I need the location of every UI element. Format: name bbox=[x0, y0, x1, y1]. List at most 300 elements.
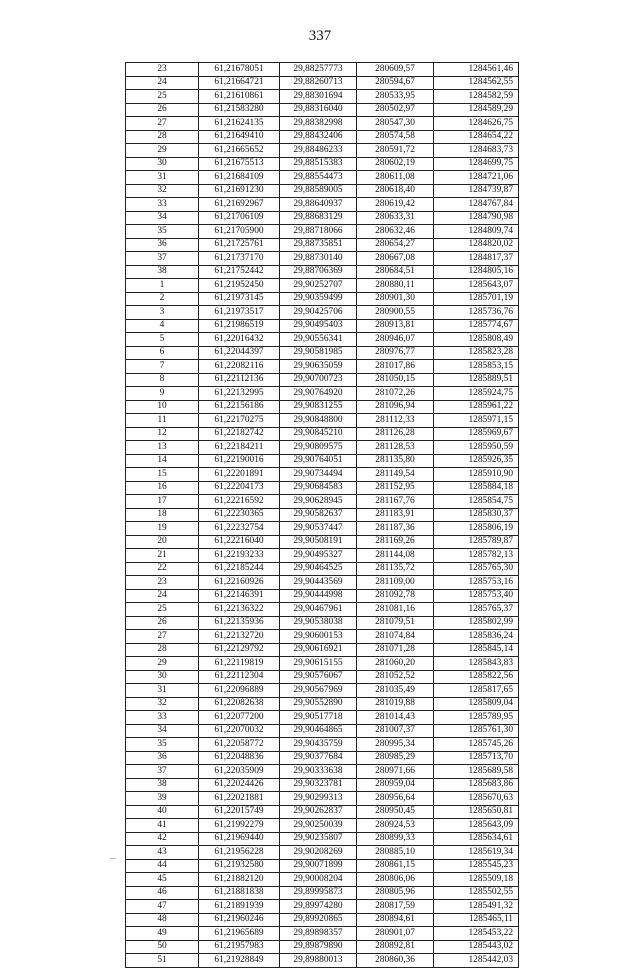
table-row bbox=[126, 265, 519, 279]
longitude-cell: 29,90845210 bbox=[280, 427, 357, 441]
x-coordinate-cell: 281149,54 bbox=[357, 468, 434, 482]
table-row bbox=[126, 522, 519, 536]
longitude-cell: 29,88554473 bbox=[280, 171, 357, 185]
longitude-cell: 29,90615155 bbox=[280, 657, 357, 671]
x-coordinate-cell: 280533,95 bbox=[357, 90, 434, 104]
latitude-cell: 61,21649410 bbox=[199, 130, 280, 144]
y-coordinate-cell: 1285545,23 bbox=[434, 859, 519, 873]
longitude-cell: 29,88257773 bbox=[280, 63, 357, 77]
table-row bbox=[126, 684, 519, 698]
y-coordinate-cell: 1284562,55 bbox=[434, 76, 519, 90]
longitude-cell: 29,88589005 bbox=[280, 184, 357, 198]
latitude-cell: 61,22082638 bbox=[199, 697, 280, 711]
table-row bbox=[126, 954, 519, 968]
x-coordinate-cell: 281071,28 bbox=[357, 643, 434, 657]
latitude-cell: 61,22230365 bbox=[199, 508, 280, 522]
latitude-cell: 61,21957983 bbox=[199, 940, 280, 954]
x-coordinate-cell: 281135,72 bbox=[357, 562, 434, 576]
latitude-cell: 61,22136322 bbox=[199, 603, 280, 617]
point-number-cell: 8 bbox=[126, 373, 199, 387]
point-number-cell: 1 bbox=[126, 279, 199, 293]
latitude-cell: 61,21692967 bbox=[199, 198, 280, 212]
longitude-cell: 29,90517718 bbox=[280, 711, 357, 725]
table-row bbox=[126, 576, 519, 590]
y-coordinate-cell: 1285643,07 bbox=[434, 279, 519, 293]
x-coordinate-cell: 280950,45 bbox=[357, 805, 434, 819]
table-row bbox=[126, 697, 519, 711]
x-coordinate-cell: 280602,19 bbox=[357, 157, 434, 171]
point-number-cell: 27 bbox=[126, 630, 199, 644]
latitude-cell: 61,22170275 bbox=[199, 414, 280, 428]
table-row bbox=[126, 792, 519, 806]
longitude-cell: 29,89974280 bbox=[280, 900, 357, 914]
longitude-cell: 29,90262837 bbox=[280, 805, 357, 819]
point-number-cell: 21 bbox=[126, 549, 199, 563]
x-coordinate-cell: 280901,07 bbox=[357, 927, 434, 941]
y-coordinate-cell: 1285843,83 bbox=[434, 657, 519, 671]
table-row bbox=[126, 495, 519, 509]
table-row bbox=[126, 76, 519, 90]
point-number-cell: 51 bbox=[126, 954, 199, 968]
table-row bbox=[126, 441, 519, 455]
y-coordinate-cell: 1284589,29 bbox=[434, 103, 519, 117]
y-coordinate-cell: 1285782,13 bbox=[434, 549, 519, 563]
y-coordinate-cell: 1285502,55 bbox=[434, 886, 519, 900]
point-number-cell: 35 bbox=[126, 738, 199, 752]
longitude-cell: 29,88683129 bbox=[280, 211, 357, 225]
x-coordinate-cell: 280633,31 bbox=[357, 211, 434, 225]
point-number-cell: 22 bbox=[126, 562, 199, 576]
point-number-cell: 25 bbox=[126, 90, 199, 104]
longitude-cell: 29,90071899 bbox=[280, 859, 357, 873]
x-coordinate-cell: 280913,81 bbox=[357, 319, 434, 333]
table-row bbox=[126, 333, 519, 347]
longitude-cell: 29,88486233 bbox=[280, 144, 357, 158]
latitude-cell: 61,22070032 bbox=[199, 724, 280, 738]
point-number-cell: 29 bbox=[126, 144, 199, 158]
latitude-cell: 61,22021881 bbox=[199, 792, 280, 806]
y-coordinate-cell: 1285884,18 bbox=[434, 481, 519, 495]
latitude-cell: 61,22160926 bbox=[199, 576, 280, 590]
latitude-cell: 61,22190016 bbox=[199, 454, 280, 468]
longitude-cell: 29,90252707 bbox=[280, 279, 357, 293]
x-coordinate-cell: 280591,72 bbox=[357, 144, 434, 158]
longitude-cell: 29,90576067 bbox=[280, 670, 357, 684]
point-number-cell: 38 bbox=[126, 265, 199, 279]
table-row bbox=[126, 360, 519, 374]
page-number: 337 bbox=[308, 28, 332, 44]
x-coordinate-cell: 281079,51 bbox=[357, 616, 434, 630]
latitude-cell: 61,22082116 bbox=[199, 360, 280, 374]
table-row bbox=[126, 211, 519, 225]
table-row bbox=[126, 427, 519, 441]
point-number-cell: 30 bbox=[126, 157, 199, 171]
point-number-cell: 2 bbox=[126, 292, 199, 306]
point-number-cell: 49 bbox=[126, 927, 199, 941]
x-coordinate-cell: 280860,36 bbox=[357, 954, 434, 968]
table-row bbox=[126, 724, 519, 738]
y-coordinate-cell: 1284739,87 bbox=[434, 184, 519, 198]
latitude-cell: 61,22201891 bbox=[199, 468, 280, 482]
table-row bbox=[126, 886, 519, 900]
x-coordinate-cell: 280594,67 bbox=[357, 76, 434, 90]
y-coordinate-cell: 1285910,90 bbox=[434, 468, 519, 482]
latitude-cell: 61,21737170 bbox=[199, 252, 280, 266]
latitude-cell: 61,21882120 bbox=[199, 873, 280, 887]
longitude-cell: 29,90464525 bbox=[280, 562, 357, 576]
y-coordinate-cell: 1284817,37 bbox=[434, 252, 519, 266]
point-number-cell: 18 bbox=[126, 508, 199, 522]
point-number-cell: 4 bbox=[126, 319, 199, 333]
point-number-cell: 33 bbox=[126, 711, 199, 725]
table-row bbox=[126, 630, 519, 644]
longitude-cell: 29,90764051 bbox=[280, 454, 357, 468]
point-number-cell: 34 bbox=[126, 211, 199, 225]
longitude-cell: 29,90635059 bbox=[280, 360, 357, 374]
table-row bbox=[126, 387, 519, 401]
longitude-cell: 29,90848800 bbox=[280, 414, 357, 428]
y-coordinate-cell: 1285808,49 bbox=[434, 333, 519, 347]
table-row bbox=[126, 130, 519, 144]
scan-mark bbox=[110, 858, 116, 859]
y-coordinate-cell: 1285823,28 bbox=[434, 346, 519, 360]
point-number-cell: 29 bbox=[126, 657, 199, 671]
table-row bbox=[126, 481, 519, 495]
y-coordinate-cell: 1284582,59 bbox=[434, 90, 519, 104]
longitude-cell: 29,88640937 bbox=[280, 198, 357, 212]
table-row bbox=[126, 252, 519, 266]
point-number-cell: 7 bbox=[126, 360, 199, 374]
longitude-cell: 29,90809575 bbox=[280, 441, 357, 455]
x-coordinate-cell: 281081,16 bbox=[357, 603, 434, 617]
y-coordinate-cell: 1285971,15 bbox=[434, 414, 519, 428]
x-coordinate-cell: 280632,46 bbox=[357, 225, 434, 239]
y-coordinate-cell: 1284654,22 bbox=[434, 130, 519, 144]
x-coordinate-cell: 280684,51 bbox=[357, 265, 434, 279]
longitude-cell: 29,90616921 bbox=[280, 643, 357, 657]
x-coordinate-cell: 280619,42 bbox=[357, 198, 434, 212]
longitude-cell: 29,89879890 bbox=[280, 940, 357, 954]
latitude-cell: 61,21684109 bbox=[199, 171, 280, 185]
table-row bbox=[126, 144, 519, 158]
latitude-cell: 61,22015749 bbox=[199, 805, 280, 819]
latitude-cell: 61,22112304 bbox=[199, 670, 280, 684]
table-row bbox=[126, 225, 519, 239]
y-coordinate-cell: 1285830,37 bbox=[434, 508, 519, 522]
y-coordinate-cell: 1284699,75 bbox=[434, 157, 519, 171]
y-coordinate-cell: 1285442,03 bbox=[434, 954, 519, 968]
y-coordinate-cell: 1285774,67 bbox=[434, 319, 519, 333]
y-coordinate-cell: 1284790,98 bbox=[434, 211, 519, 225]
table-row bbox=[126, 873, 519, 887]
longitude-cell: 29,90556341 bbox=[280, 333, 357, 347]
point-number-cell: 36 bbox=[126, 238, 199, 252]
y-coordinate-cell: 1285961,22 bbox=[434, 400, 519, 414]
y-coordinate-cell: 1284809,74 bbox=[434, 225, 519, 239]
longitude-cell: 29,90333638 bbox=[280, 765, 357, 779]
table-row bbox=[126, 738, 519, 752]
longitude-cell: 29,90359499 bbox=[280, 292, 357, 306]
point-number-cell: 31 bbox=[126, 171, 199, 185]
longitude-cell: 29,90425706 bbox=[280, 306, 357, 320]
latitude-cell: 61,22016432 bbox=[199, 333, 280, 347]
longitude-cell: 29,90495403 bbox=[280, 319, 357, 333]
latitude-cell: 61,22132720 bbox=[199, 630, 280, 644]
y-coordinate-cell: 1285853,15 bbox=[434, 360, 519, 374]
y-coordinate-cell: 1285713,70 bbox=[434, 751, 519, 765]
latitude-cell: 61,22129792 bbox=[199, 643, 280, 657]
table-row bbox=[126, 832, 519, 846]
point-number-cell: 23 bbox=[126, 576, 199, 590]
y-coordinate-cell: 1285789,87 bbox=[434, 535, 519, 549]
longitude-cell: 29,90582637 bbox=[280, 508, 357, 522]
point-number-cell: 44 bbox=[126, 859, 199, 873]
latitude-cell: 61,22096889 bbox=[199, 684, 280, 698]
y-coordinate-cell: 1285619,34 bbox=[434, 846, 519, 860]
y-coordinate-cell: 1285753,16 bbox=[434, 576, 519, 590]
x-coordinate-cell: 281169,26 bbox=[357, 535, 434, 549]
x-coordinate-cell: 280995,34 bbox=[357, 738, 434, 752]
table-row bbox=[126, 913, 519, 927]
table-row bbox=[126, 562, 519, 576]
longitude-cell: 29,88316040 bbox=[280, 103, 357, 117]
point-number-cell: 37 bbox=[126, 252, 199, 266]
longitude-cell: 29,90299313 bbox=[280, 792, 357, 806]
latitude-cell: 61,21928849 bbox=[199, 954, 280, 968]
longitude-cell: 29,89920865 bbox=[280, 913, 357, 927]
latitude-cell: 61,21583280 bbox=[199, 103, 280, 117]
table-row bbox=[126, 198, 519, 212]
table-row bbox=[126, 657, 519, 671]
y-coordinate-cell: 1285924,75 bbox=[434, 387, 519, 401]
x-coordinate-cell: 281019,88 bbox=[357, 697, 434, 711]
y-coordinate-cell: 1284820,02 bbox=[434, 238, 519, 252]
y-coordinate-cell: 1285802,99 bbox=[434, 616, 519, 630]
table-row bbox=[126, 63, 519, 77]
longitude-cell: 29,90250039 bbox=[280, 819, 357, 833]
table-row bbox=[126, 711, 519, 725]
point-number-cell: 28 bbox=[126, 130, 199, 144]
longitude-cell: 29,90684583 bbox=[280, 481, 357, 495]
longitude-cell: 29,90600153 bbox=[280, 630, 357, 644]
y-coordinate-cell: 1285701,19 bbox=[434, 292, 519, 306]
x-coordinate-cell: 280502,97 bbox=[357, 103, 434, 117]
latitude-cell: 61,21891939 bbox=[199, 900, 280, 914]
longitude-cell: 29,88432406 bbox=[280, 130, 357, 144]
point-number-cell: 3 bbox=[126, 306, 199, 320]
x-coordinate-cell: 280976,77 bbox=[357, 346, 434, 360]
x-coordinate-cell: 281060,20 bbox=[357, 657, 434, 671]
y-coordinate-cell: 1285822,56 bbox=[434, 670, 519, 684]
latitude-cell: 61,21664721 bbox=[199, 76, 280, 90]
latitude-cell: 61,22077200 bbox=[199, 711, 280, 725]
latitude-cell: 61,22193233 bbox=[199, 549, 280, 563]
latitude-cell: 61,22232754 bbox=[199, 522, 280, 536]
y-coordinate-cell: 1285926,35 bbox=[434, 454, 519, 468]
longitude-cell: 29,88515383 bbox=[280, 157, 357, 171]
point-number-cell: 46 bbox=[126, 886, 199, 900]
latitude-cell: 61,21725761 bbox=[199, 238, 280, 252]
latitude-cell: 61,21675513 bbox=[199, 157, 280, 171]
y-coordinate-cell: 1285650,81 bbox=[434, 805, 519, 819]
latitude-cell: 61,21973145 bbox=[199, 292, 280, 306]
latitude-cell: 61,22048836 bbox=[199, 751, 280, 765]
x-coordinate-cell: 280885,10 bbox=[357, 846, 434, 860]
table-row bbox=[126, 238, 519, 252]
point-number-cell: 16 bbox=[126, 481, 199, 495]
point-number-cell: 32 bbox=[126, 184, 199, 198]
x-coordinate-cell: 280654,27 bbox=[357, 238, 434, 252]
x-coordinate-cell: 280611,08 bbox=[357, 171, 434, 185]
table-row bbox=[126, 279, 519, 293]
longitude-cell: 29,90552890 bbox=[280, 697, 357, 711]
x-coordinate-cell: 281096,94 bbox=[357, 400, 434, 414]
table-row bbox=[126, 373, 519, 387]
table-row bbox=[126, 414, 519, 428]
x-coordinate-cell: 280880,11 bbox=[357, 279, 434, 293]
y-coordinate-cell: 1285765,37 bbox=[434, 603, 519, 617]
longitude-cell: 29,89995873 bbox=[280, 886, 357, 900]
latitude-cell: 61,21973517 bbox=[199, 306, 280, 320]
table-row bbox=[126, 778, 519, 792]
table-row bbox=[126, 103, 519, 117]
y-coordinate-cell: 1285443,02 bbox=[434, 940, 519, 954]
y-coordinate-cell: 1284626,75 bbox=[434, 117, 519, 131]
table-row bbox=[126, 549, 519, 563]
longitude-cell: 29,90628945 bbox=[280, 495, 357, 509]
y-coordinate-cell: 1285845,14 bbox=[434, 643, 519, 657]
point-number-cell: 30 bbox=[126, 670, 199, 684]
longitude-cell: 29,90764920 bbox=[280, 387, 357, 401]
point-number-cell: 5 bbox=[126, 333, 199, 347]
table-row bbox=[126, 643, 519, 657]
x-coordinate-cell: 281187,36 bbox=[357, 522, 434, 536]
point-number-cell: 37 bbox=[126, 765, 199, 779]
latitude-cell: 61,21705900 bbox=[199, 225, 280, 239]
point-number-cell: 15 bbox=[126, 468, 199, 482]
x-coordinate-cell: 281007,37 bbox=[357, 724, 434, 738]
longitude-cell: 29,90538038 bbox=[280, 616, 357, 630]
latitude-cell: 61,21691230 bbox=[199, 184, 280, 198]
table-row bbox=[126, 184, 519, 198]
x-coordinate-cell: 280806,06 bbox=[357, 873, 434, 887]
x-coordinate-cell: 280574,58 bbox=[357, 130, 434, 144]
point-number-cell: 26 bbox=[126, 616, 199, 630]
latitude-cell: 61,22024426 bbox=[199, 778, 280, 792]
point-number-cell: 34 bbox=[126, 724, 199, 738]
y-coordinate-cell: 1284805,16 bbox=[434, 265, 519, 279]
point-number-cell: 24 bbox=[126, 76, 199, 90]
point-number-cell: 12 bbox=[126, 427, 199, 441]
latitude-cell: 61,21752442 bbox=[199, 265, 280, 279]
point-number-cell: 27 bbox=[126, 117, 199, 131]
longitude-cell: 29,88730140 bbox=[280, 252, 357, 266]
y-coordinate-cell: 1285761,30 bbox=[434, 724, 519, 738]
x-coordinate-cell: 281126,28 bbox=[357, 427, 434, 441]
y-coordinate-cell: 1285465,11 bbox=[434, 913, 519, 927]
longitude-cell: 29,90008204 bbox=[280, 873, 357, 887]
y-coordinate-cell: 1285736,76 bbox=[434, 306, 519, 320]
table-row bbox=[126, 927, 519, 941]
point-number-cell: 47 bbox=[126, 900, 199, 914]
longitude-cell: 29,90831255 bbox=[280, 400, 357, 414]
point-number-cell: 39 bbox=[126, 792, 199, 806]
point-number-cell: 48 bbox=[126, 913, 199, 927]
latitude-cell: 61,22182742 bbox=[199, 427, 280, 441]
longitude-cell: 29,88301694 bbox=[280, 90, 357, 104]
x-coordinate-cell: 280901,30 bbox=[357, 292, 434, 306]
longitude-cell: 29,89880013 bbox=[280, 954, 357, 968]
point-number-cell: 31 bbox=[126, 684, 199, 698]
longitude-cell: 29,89898357 bbox=[280, 927, 357, 941]
coordinates-table-body bbox=[126, 63, 519, 968]
point-number-cell: 25 bbox=[126, 603, 199, 617]
latitude-cell: 61,21665652 bbox=[199, 144, 280, 158]
x-coordinate-cell: 280924,53 bbox=[357, 819, 434, 833]
y-coordinate-cell: 1284683,73 bbox=[434, 144, 519, 158]
x-coordinate-cell: 280667,08 bbox=[357, 252, 434, 266]
x-coordinate-cell: 280805,96 bbox=[357, 886, 434, 900]
table-row bbox=[126, 508, 519, 522]
x-coordinate-cell: 281112,33 bbox=[357, 414, 434, 428]
table-row bbox=[126, 306, 519, 320]
x-coordinate-cell: 280946,07 bbox=[357, 333, 434, 347]
y-coordinate-cell: 1285817,65 bbox=[434, 684, 519, 698]
point-number-cell: 9 bbox=[126, 387, 199, 401]
x-coordinate-cell: 280894,61 bbox=[357, 913, 434, 927]
point-number-cell: 23 bbox=[126, 63, 199, 77]
table-row bbox=[126, 805, 519, 819]
y-coordinate-cell: 1285854,75 bbox=[434, 495, 519, 509]
x-coordinate-cell: 280900,55 bbox=[357, 306, 434, 320]
x-coordinate-cell: 281152,95 bbox=[357, 481, 434, 495]
point-number-cell: 6 bbox=[126, 346, 199, 360]
latitude-cell: 61,21610861 bbox=[199, 90, 280, 104]
x-coordinate-cell: 281109,00 bbox=[357, 576, 434, 590]
latitude-cell: 61,22204173 bbox=[199, 481, 280, 495]
latitude-cell: 61,21706109 bbox=[199, 211, 280, 225]
longitude-cell: 29,88260713 bbox=[280, 76, 357, 90]
y-coordinate-cell: 1285634,61 bbox=[434, 832, 519, 846]
longitude-cell: 29,90208269 bbox=[280, 846, 357, 860]
longitude-cell: 29,90235807 bbox=[280, 832, 357, 846]
table-row bbox=[126, 765, 519, 779]
longitude-cell: 29,90700723 bbox=[280, 373, 357, 387]
point-number-cell: 33 bbox=[126, 198, 199, 212]
y-coordinate-cell: 1285689,58 bbox=[434, 765, 519, 779]
x-coordinate-cell: 280609,57 bbox=[357, 63, 434, 77]
y-coordinate-cell: 1285670,63 bbox=[434, 792, 519, 806]
x-coordinate-cell: 281052,52 bbox=[357, 670, 434, 684]
latitude-cell: 61,21881838 bbox=[199, 886, 280, 900]
y-coordinate-cell: 1285950,59 bbox=[434, 441, 519, 455]
latitude-cell: 61,22058772 bbox=[199, 738, 280, 752]
table-row bbox=[126, 846, 519, 860]
latitude-cell: 61,22216592 bbox=[199, 495, 280, 509]
x-coordinate-cell: 280956,64 bbox=[357, 792, 434, 806]
point-number-cell: 36 bbox=[126, 751, 199, 765]
longitude-cell: 29,88718066 bbox=[280, 225, 357, 239]
table-row bbox=[126, 157, 519, 171]
y-coordinate-cell: 1285765,30 bbox=[434, 562, 519, 576]
x-coordinate-cell: 281144,08 bbox=[357, 549, 434, 563]
longitude-cell: 29,90467961 bbox=[280, 603, 357, 617]
longitude-cell: 29,90581985 bbox=[280, 346, 357, 360]
x-coordinate-cell: 281017,86 bbox=[357, 360, 434, 374]
x-coordinate-cell: 281050,15 bbox=[357, 373, 434, 387]
table-row bbox=[126, 400, 519, 414]
table-row bbox=[126, 171, 519, 185]
